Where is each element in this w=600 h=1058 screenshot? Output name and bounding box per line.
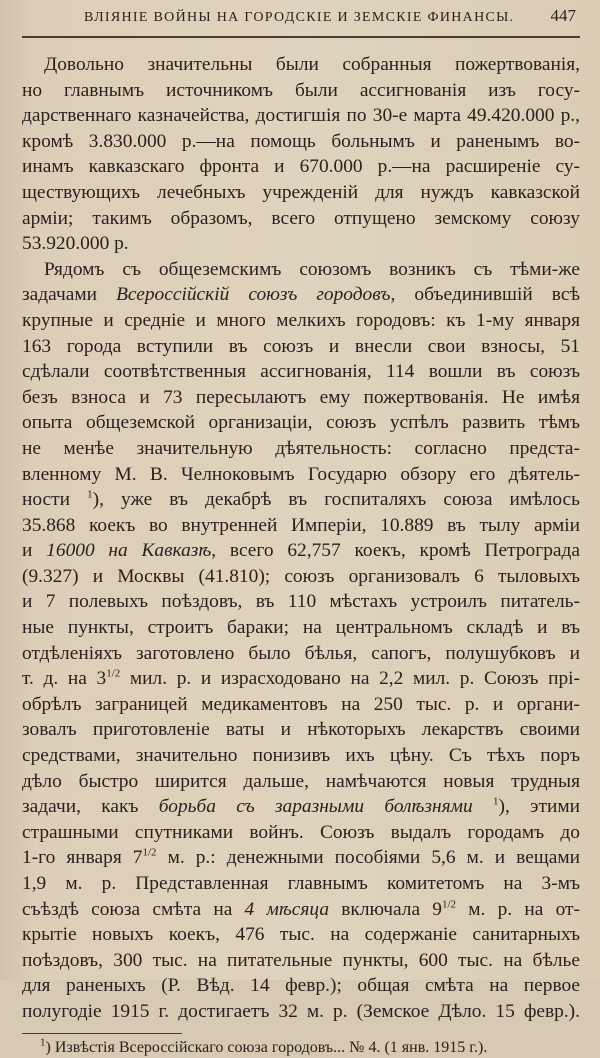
text-span: задачами — [22, 284, 117, 306]
text-line: безъ взноса и 73 пересылаютъ ему пожертвованія. Не имѣя — [22, 386, 580, 408]
text-line: 53.920.000 р. — [22, 233, 129, 255]
paragraph-2 — [22, 257, 580, 1025]
text-line: Рядомъ съ общеземскимъ союзомъ возникъ съ тѣми-же — [44, 258, 580, 280]
text-line — [22, 538, 580, 564]
footnote-rule — [22, 1033, 182, 1034]
italic-text: Всероссійскій союзъ городовъ — [116, 284, 391, 306]
running-title: ВЛІЯНІЕ ВОЙНЫ НА ГОРОДСКІЕ И ЗЕМСКІЕ ФИНАНСЫ. — [84, 10, 515, 25]
text-span: задачи, какъ — [22, 796, 159, 818]
text-line: страшными спутниками войнъ. Союзъ выдалъ городамъ до — [22, 821, 580, 843]
text-line: средствами, значительно понизивъ ихъ цѣну. Съ тѣхъ поръ — [22, 745, 580, 767]
italic-text: 16000 на Кавказѣ — [46, 540, 212, 562]
text-span: ), этими — [498, 796, 580, 818]
fraction: 1/2 — [142, 846, 157, 859]
footnote — [22, 1038, 580, 1058]
text-span: мил. р. и израсходовано на 2,2 мил. р. Союзъ прі- — [120, 668, 580, 690]
text-span: ности — [22, 489, 88, 511]
text-line: крытіе новыхъ коекъ, 476 тыс. на содержаніе санитарныхъ — [22, 924, 580, 946]
footnote-text: ) Извѣстія Всероссійскаго союза городовъ... № 4. (1 янв. 1915 г.). — [45, 1038, 488, 1056]
text-line: опыта общеземской организаціи, союзъ успѣлъ развить тѣмъ — [22, 412, 580, 434]
text-span: 1-го января 7 — [22, 847, 143, 869]
text-line: вленному М. В. Челноковымъ Государю обзору его дѣятель- — [22, 463, 580, 485]
text-line: отдѣленіяхъ заготовлено было бѣлья, сапогъ, полушубковъ и — [22, 642, 580, 664]
text-span: съѣздѣ союза смѣта на — [22, 898, 245, 920]
text-line: не менѣе значительную дѣятельность: согласно предста- — [22, 437, 580, 459]
text-line — [22, 487, 580, 513]
page-number: 447 — [550, 6, 576, 25]
text-line: для раненыхъ (Р. Вѣд. 14 февр.); общая смѣта на первое — [22, 975, 580, 997]
running-head — [22, 6, 580, 30]
text-line: крупные и средніе и много мелкихъ городовъ: къ 1-му января — [22, 309, 580, 331]
text-line — [22, 282, 580, 308]
text-line: (9.327) и Москвы (41.810); союзъ организовалъ 6 тыловыхъ — [22, 565, 580, 587]
text-line: и 7 полевыхъ поѣздовъ, въ 110 мѣстахъ устроилъ питатель- — [22, 591, 580, 613]
text-span: ), уже въ декабрѣ въ госпиталяхъ союза имѣлось — [92, 489, 580, 511]
fraction: 1/2 — [106, 667, 121, 680]
footnote-ref[interactable]: 1 — [87, 488, 93, 501]
text-line: Довольно значительны были собранныя пожертвованія, — [44, 54, 580, 75]
text-line: 163 города вступили въ союзъ и внесли свои взносы, 51 — [22, 335, 580, 357]
text-line: полугодіе 1915 г. достигаетъ 32 м. р. (Земское Дѣло. 15 февр.). — [22, 1000, 580, 1022]
text-span: , всего 62,757 коекъ, кромѣ Петрограда — [211, 540, 580, 562]
text-span: и — [22, 540, 47, 562]
header-rule — [22, 36, 580, 38]
text-line: зовалъ приготовленіе ваты и нѣкоторыхъ лекарствъ своими — [22, 719, 580, 741]
text-line: ные пункты, строитъ бараки; на центральномъ складѣ и въ — [22, 617, 580, 639]
paragraph-1 — [22, 52, 580, 257]
text-span: включала 9 — [329, 898, 442, 920]
body-text — [22, 52, 580, 1025]
text-line: 1,9 м. р. Представленная главнымъ комитетомъ на 3-мъ — [22, 873, 580, 894]
text-line — [22, 845, 580, 871]
text-line: но главнымъ источникомъ были ассигнованія изъ госу- — [22, 79, 580, 101]
text-span: м. р.: денежными пособіями 5,6 м. и вещами — [156, 847, 580, 869]
italic-text: 4 мѣсяца — [244, 898, 330, 920]
fraction: 1/2 — [442, 898, 457, 911]
footnote-marker: 1 — [40, 1036, 46, 1049]
text-span: м. р. на от- — [456, 898, 580, 920]
text-line: инамъ кавказскаго фронта и 670.000 р.—на расширеніе су- — [22, 156, 580, 178]
text-line — [22, 666, 580, 692]
text-line — [22, 897, 580, 923]
italic-text: борьба съ заразными болѣзнями — [158, 796, 473, 818]
text-line — [22, 794, 580, 820]
text-line: поѣздовъ, 300 тыс. на питательные пункты, 600 тыс. на бѣлье — [22, 949, 580, 971]
text-line: арміи; такимъ образомъ, всего отпущено земскому союзу — [22, 207, 580, 229]
text-line: дѣло быстро ширится дальше, намѣчаются новыя трудныя — [22, 770, 580, 792]
text-line: кромѣ 3.830.000 р.—на помощь больнымъ и раненымъ во- — [22, 130, 580, 152]
footnote-ref[interactable]: 1 — [493, 795, 499, 808]
text-span: т. д. на 3 — [22, 668, 107, 690]
text-span: , объединившій всѣ — [390, 284, 580, 306]
text-line: сдѣлали соотвѣтственныя ассигнованія, 114 вошли въ союзъ — [22, 361, 580, 383]
text-line: ществующихъ лечебныхъ учрежденій для нуждъ кавказской — [22, 181, 580, 203]
text-line: дарственнаго казначейства, достигшія по 30-е марта 49.420.000 р., — [22, 105, 580, 127]
text-line: 35.868 коекъ во внутренней Имперіи, 10.889 въ тылу арміи — [22, 514, 580, 536]
text-line: обрѣлъ заграницей медикаментовъ на 250 тыс. р. и органи- — [22, 693, 580, 715]
